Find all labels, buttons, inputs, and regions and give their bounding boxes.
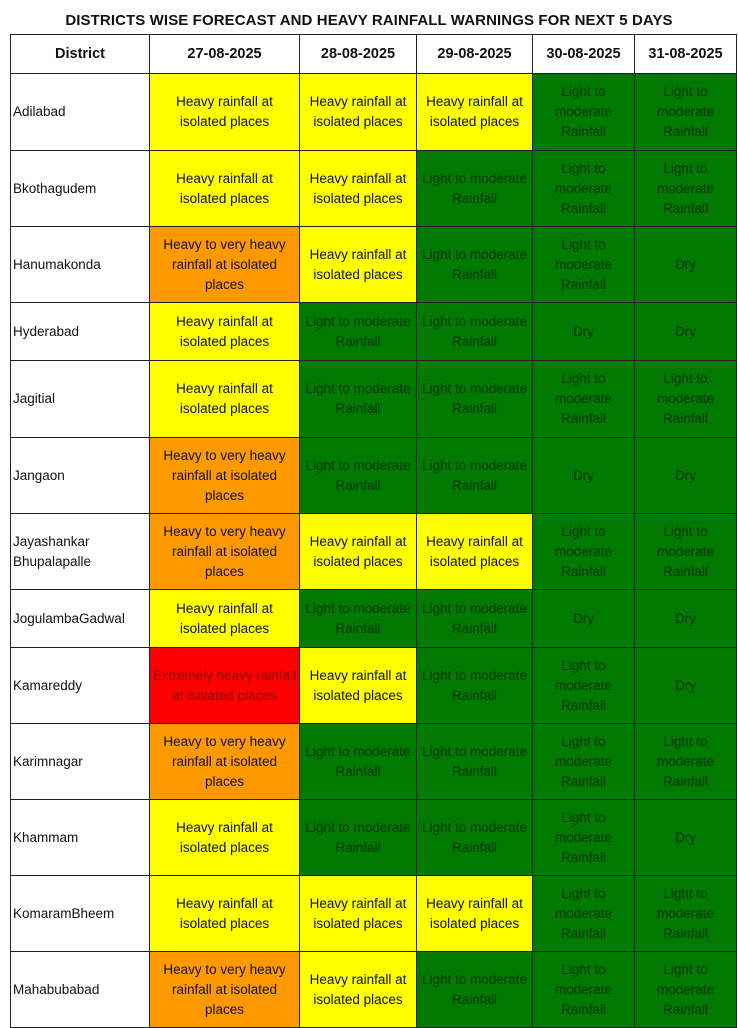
table-row: [11, 800, 737, 876]
table-row: [11, 514, 737, 590]
forecast-cell: Light to moderate Rainfall: [417, 303, 533, 361]
forecast-cell: Light to moderate Rainfall: [533, 800, 635, 876]
forecast-cell: Light to moderate Rainfall: [533, 876, 635, 952]
table-body: [11, 74, 737, 1028]
forecast-cell: Dry: [533, 303, 635, 361]
forecast-cell: Heavy to very heavy rainfall at isolated places: [150, 514, 300, 590]
forecast-cell: Dry: [635, 227, 737, 303]
table-row: [11, 151, 737, 227]
forecast-cell: Heavy rainfall at isolated places: [300, 74, 417, 151]
district-name: Khammam: [11, 800, 150, 876]
forecast-cell: Dry: [533, 438, 635, 514]
forecast-cell: Light to moderate Rainfall: [533, 648, 635, 724]
table-row: [11, 590, 737, 648]
forecast-cell: Light to moderate Rainfall: [300, 800, 417, 876]
forecast-cell: Heavy rainfall at isolated places: [150, 74, 300, 151]
forecast-cell: Dry: [635, 303, 737, 361]
district-name: Jagitial: [11, 361, 150, 438]
forecast-cell: Heavy rainfall at isolated places: [150, 361, 300, 438]
forecast-cell: Light to moderate Rainfall: [417, 724, 533, 800]
forecast-cell: Light to moderate Rainfall: [635, 361, 737, 438]
forecast-table: [10, 34, 737, 1028]
forecast-cell: Dry: [635, 438, 737, 514]
district-name: KomaramBheem: [11, 876, 150, 952]
forecast-cell: Dry: [533, 590, 635, 648]
forecast-cell: Extremely heavy rainfall at isolated places: [150, 648, 300, 724]
header-date-1: 27-08-2025: [150, 35, 300, 74]
forecast-cell: Light to moderate Rainfall: [300, 303, 417, 361]
forecast-cell: Light to moderate Rainfall: [533, 724, 635, 800]
forecast-cell: Light to moderate Rainfall: [300, 724, 417, 800]
district-name: Kamareddy: [11, 648, 150, 724]
table-row: [11, 876, 737, 952]
page-title: DISTRICTS WISE FORECAST AND HEAVY RAINFALL WARNINGS FOR NEXT 5 DAYS: [65, 12, 673, 29]
district-name: Hanumakonda: [11, 227, 150, 303]
forecast-cell: Light to moderate Rainfall: [533, 151, 635, 227]
forecast-cell: Light to moderate Rainfall: [417, 227, 533, 303]
forecast-cell: Light to moderate Rainfall: [635, 724, 737, 800]
forecast-cell: Light to moderate Rainfall: [533, 227, 635, 303]
forecast-cell: Heavy rainfall at isolated places: [417, 876, 533, 952]
table-row: [11, 227, 737, 303]
forecast-cell: Light to moderate Rainfall: [300, 438, 417, 514]
header-date-5: 31-08-2025: [635, 35, 737, 74]
forecast-cell: Heavy rainfall at isolated places: [417, 514, 533, 590]
forecast-cell: Heavy to very heavy rainfall at isolated places: [150, 227, 300, 303]
forecast-cell: Light to moderate Rainfall: [635, 952, 737, 1028]
table-row: [11, 303, 737, 361]
table-row: [11, 952, 737, 1028]
forecast-cell: Light to moderate Rainfall: [533, 74, 635, 151]
forecast-cell: Light to moderate Rainfall: [533, 952, 635, 1028]
forecast-cell: Light to moderate Rainfall: [635, 514, 737, 590]
forecast-cell: Dry: [635, 800, 737, 876]
forecast-cell: Heavy rainfall at isolated places: [150, 876, 300, 952]
forecast-cell: Heavy rainfall at isolated places: [150, 303, 300, 361]
table-row: [11, 74, 737, 151]
district-name: Jayashankar Bhupalapalle: [11, 514, 150, 590]
table-row: [11, 361, 737, 438]
forecast-cell: Light to moderate Rainfall: [417, 648, 533, 724]
forecast-cell: Light to moderate Rainfall: [417, 361, 533, 438]
forecast-cell: Heavy to very heavy rainfall at isolated places: [150, 724, 300, 800]
header-date-4: 30-08-2025: [533, 35, 635, 74]
forecast-cell: Heavy rainfall at isolated places: [150, 800, 300, 876]
header-date-2: 28-08-2025: [300, 35, 417, 74]
forecast-cell: Light to moderate Rainfall: [300, 361, 417, 438]
forecast-cell: Light to moderate Rainfall: [533, 514, 635, 590]
forecast-cell: Heavy rainfall at isolated places: [150, 151, 300, 227]
district-name: Bkothagudem: [11, 151, 150, 227]
table-header-row: [11, 35, 737, 74]
header-district: District: [11, 35, 150, 74]
forecast-cell: Light to moderate Rainfall: [635, 74, 737, 151]
forecast-cell: Heavy rainfall at isolated places: [300, 952, 417, 1028]
district-name: Mahabubabad: [11, 952, 150, 1028]
table-row: [11, 724, 737, 800]
header-date-3: 29-08-2025: [417, 35, 533, 74]
district-name: Adilabad: [11, 74, 150, 151]
forecast-cell: Light to moderate Rainfall: [417, 952, 533, 1028]
forecast-cell: Heavy rainfall at isolated places: [417, 74, 533, 151]
forecast-cell: Heavy rainfall at isolated places: [300, 648, 417, 724]
forecast-cell: Light to moderate Rainfall: [417, 438, 533, 514]
district-name: Karimnagar: [11, 724, 150, 800]
forecast-cell: Heavy rainfall at isolated places: [300, 151, 417, 227]
forecast-cell: Heavy rainfall at isolated places: [300, 227, 417, 303]
forecast-cell: Dry: [635, 590, 737, 648]
district-name: Hyderabad: [11, 303, 150, 361]
forecast-cell: Light to moderate Rainfall: [417, 800, 533, 876]
table-row: [11, 438, 737, 514]
forecast-cell: Light to moderate Rainfall: [635, 151, 737, 227]
forecast-cell: Heavy rainfall at isolated places: [300, 876, 417, 952]
forecast-cell: Heavy to very heavy rainfall at isolated places: [150, 952, 300, 1028]
forecast-cell: Light to moderate Rainfall: [417, 151, 533, 227]
forecast-cell: Heavy rainfall at isolated places: [300, 514, 417, 590]
forecast-cell: Light to moderate Rainfall: [533, 361, 635, 438]
district-name: Jangaon: [11, 438, 150, 514]
forecast-cell: Dry: [635, 648, 737, 724]
forecast-cell: Light to moderate Rainfall: [635, 876, 737, 952]
forecast-cell: Light to moderate Rainfall: [300, 590, 417, 648]
table-row: [11, 648, 737, 724]
forecast-cell: Heavy to very heavy rainfall at isolated places: [150, 438, 300, 514]
forecast-cell: Light to moderate Rainfall: [417, 590, 533, 648]
forecast-cell: Heavy rainfall at isolated places: [150, 590, 300, 648]
district-name: JogulambaGadwal: [11, 590, 150, 648]
